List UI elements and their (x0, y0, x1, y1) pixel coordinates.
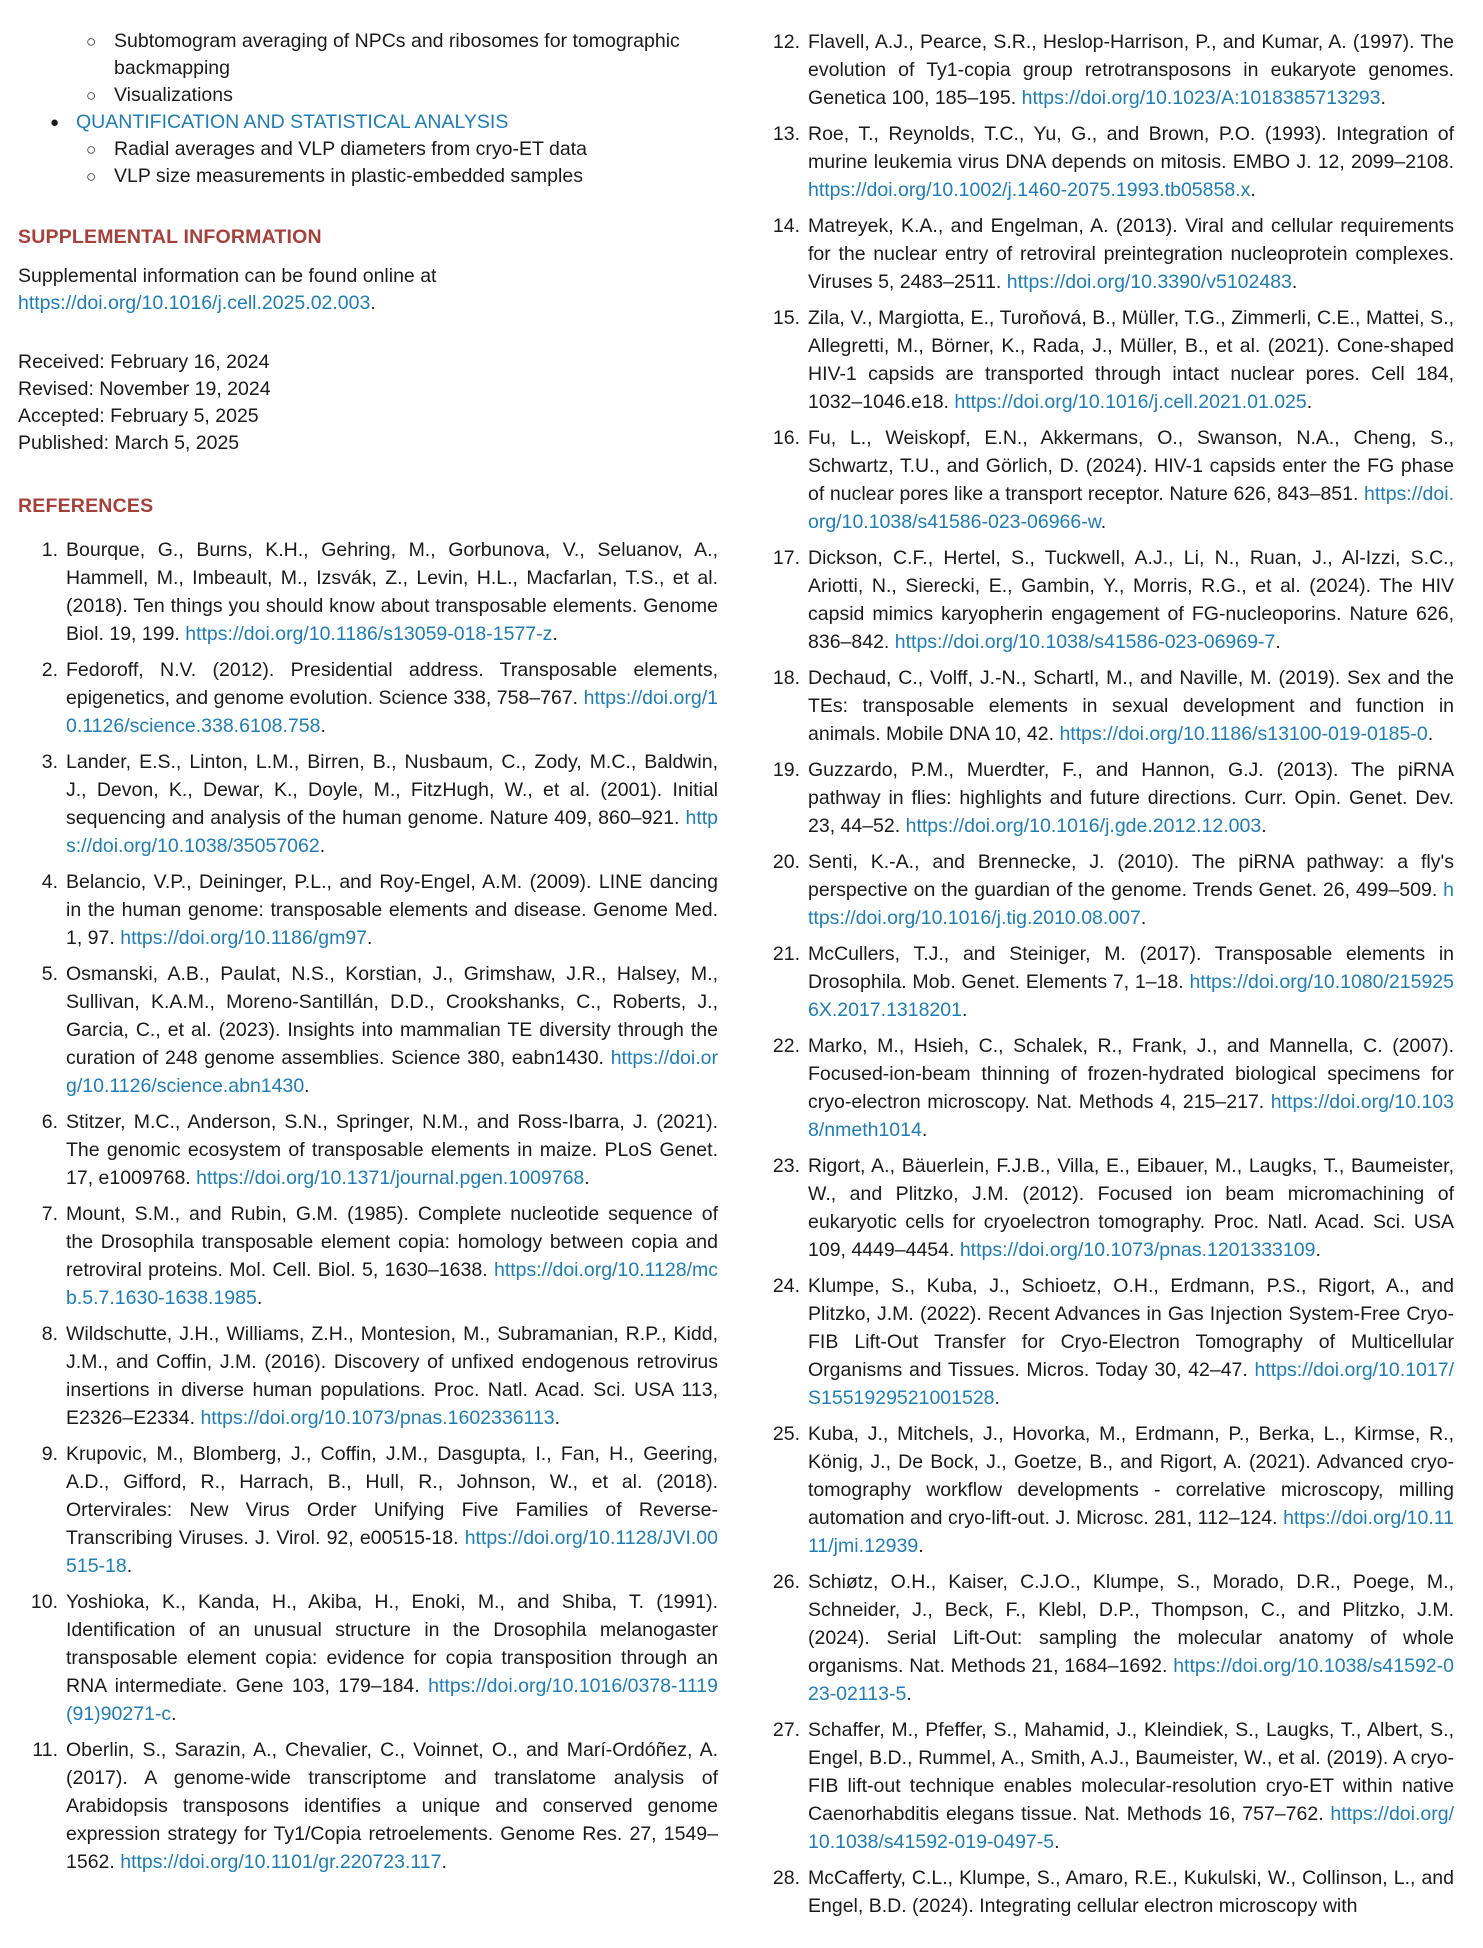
reference-number: 16. (772, 427, 800, 449)
outline-item-vlp-size[interactable]: ○ VLP size measurements in plastic-embedded samples (18, 163, 718, 190)
reference-number: 3. (41, 751, 58, 773)
reference-doi-link[interactable]: https://doi.org/10.1038/s41586-023-06966-w (808, 483, 1454, 533)
reference-number: 27. (772, 1719, 800, 1741)
reference-end: . (1054, 1831, 1060, 1853)
reference-text: Klumpe, S., Kuba, J., Schioetz, O.H., Erdmann, P.S., Rigort, A., and Plitzko, J.M. (2022). Recent Advances in Gas Injection System-Free Cryo-FIB Lift-Out Transfer for Cryo-Electron Tomography of Multicellular Organisms and Tissues. Micros. Today 30, 42–47. (808, 1275, 1454, 1381)
reference-number: 23. (772, 1155, 800, 1177)
reference-text: McCafferty, C.L., Klumpe, S., Amaro, R.E., Kukulski, W., Collinson, L., and Engel, B.D. (2024). Integrating cellular electron microscopy with (808, 1867, 1454, 1917)
reference-text: Yoshioka, K., Kanda, H., Akiba, H., Enoki, M., and Shiba, T. (1991). Identification of an unusual structure in the Drosophila melanogaster transposable element copia: evidence for copia transposition through an RNA intermediate. Gene 103, 179–184. (66, 1591, 718, 1697)
reference-number: 17. (772, 547, 800, 569)
supplemental-link[interactable]: https://doi.org/10.1016/j.cell.2025.02.003 (18, 292, 371, 314)
reference-end: . (367, 927, 373, 949)
reference-doi-link[interactable]: https://doi.org/10.1186/s13059-018-1577-z (185, 623, 553, 645)
reference-item (758, 664, 1454, 748)
reference-number: 19. (772, 759, 800, 781)
reference-end: . (584, 1167, 590, 1189)
reference-text: Stitzer, M.C., Anderson, S.N., Springer, N.M., and Ross-Ibarra, J. (2021). The genomic ecosystem of transposable elements in maize. PLoS Genet. 17, e1009768. (66, 1111, 718, 1189)
reference-end: . (554, 1407, 561, 1429)
reference-item (758, 212, 1454, 296)
reference-doi-link[interactable]: https://doi.org/10.1038/35057062 (66, 807, 718, 857)
reference-item (18, 1108, 718, 1192)
reference-item (758, 756, 1454, 840)
reference-end: . (1291, 271, 1298, 293)
supplemental-text: Supplemental information can be found online at https://doi.org/10.1016/j.cell.2025.02.003. (18, 265, 437, 314)
reference-end: . (921, 1119, 928, 1141)
reference-end: . (1306, 391, 1313, 413)
published-date: Published: March 5, 2025 (18, 432, 240, 454)
reference-number: 28. (772, 1867, 800, 1889)
reference-number: 5. (41, 963, 58, 985)
reference-text: Krupovic, M., Blomberg, J., Coffin, J.M., Dasgupta, I., Fan, H., Geering, A.D., Gifford, R., Harrach, B., Hull, R., Johnson, W., et al. (2018). Ortervirales: New Virus Order Unifying Five Families of Reverse-Transcribing Viruses. J. Virol. 92, e00515-18. (66, 1443, 718, 1549)
reference-item (758, 1716, 1454, 1856)
reference-number: 20. (772, 851, 800, 873)
reference-text: Bourque, G., Burns, K.H., Gehring, M., Gorbunova, V., Seluanov, A., Hammell, M., Imbeault, M., Izsvák, Z., Levin, H.L., Macfarlan, T.S., et al. (2018). Ten things you should know about transposable elements. Genome Biol. 19, 199. (66, 539, 718, 645)
reference-text: Belancio, V.P., Deininger, P.L., and Roy-Engel, A.M. (2009). LINE dancing in the human genome: transposable elements and disease. Genome Med. 1, 97. (66, 871, 718, 949)
references-list-right (758, 28, 1454, 1920)
reference-end: . (994, 1387, 1000, 1409)
reference-end: . (552, 623, 558, 645)
reference-text: Dechaud, C., Volff, J.-N., Schartl, M., and Naville, M. (2019). Sex and the TEs: transposable elements in sexual development and function in animals. Mobile DNA 10, 42. (808, 667, 1454, 745)
reference-end: . (1427, 723, 1434, 745)
reference-doi-link[interactable]: https://doi.org/10.1101/gr.220723.117 (120, 1851, 442, 1873)
reference-number: 1. (41, 539, 58, 561)
reference-end: . (1261, 815, 1267, 837)
reference-item (758, 940, 1454, 1024)
reference-text: Fu, L., Weiskopf, E.N., Akkermans, O., Swanson, N.A., Cheng, S., Schwartz, T.U., and Görlich, D. (2024). HIV-1 capsids enter the FG phase of nuclear pores like a transport receptor. Nature 626, 843–851. (808, 427, 1454, 505)
reference-doi-link[interactable]: https://doi.org/10.1016/j.gde.2012.12.003 (905, 815, 1262, 837)
reference-number: 7. (41, 1203, 58, 1225)
reference-end: . (1380, 87, 1386, 109)
reference-end: . (171, 1703, 177, 1725)
reference-item (758, 1032, 1454, 1144)
reference-item (758, 120, 1454, 204)
reference-number: 9. (41, 1443, 58, 1465)
reference-number: 12. (772, 31, 800, 53)
reference-number: 4. (41, 871, 58, 893)
reference-text: Fedoroff, N.V. (2012). Presidential address. Transposable elements, epigenetics, and genome evolution. Science 338, 758–767. (66, 659, 718, 709)
references-heading: REFERENCES (18, 495, 154, 517)
reference-text: Oberlin, S., Sarazin, A., Chevalier, C., Voinnet, O., and Marí-Ordóñez, A. (2017). A genome-wide transcriptome and translatome analysis of Arabidopsis transposons identifies a unique and conserved genome expression strategy for Ty1/Copia retroelements. Genome Res. 27, 1549–1562. (66, 1739, 718, 1873)
reference-item (758, 304, 1454, 416)
reference-number: 14. (772, 215, 800, 237)
reference-text: Wildschutte, J.H., Williams, Z.H., Montesion, M., Subramanian, R.P., Kidd, J.M., and Coffin, J.M. (2016). Discovery of unfixed endogenous retrovirus insertions in diverse human populations. Proc. Natl. Acad. Sci. USA 113, E2326–E2334. (66, 1323, 718, 1429)
reference-text: Lander, E.S., Linton, L.M., Birren, B., Nusbaum, C., Zody, M.C., Baldwin, J., Devon, K., Dewar, K., Doyle, M., FitzHugh, W., et al. (2001). Initial sequencing and analysis of the human genome. Nature 409, 860–921. (66, 751, 718, 829)
reference-end: . (304, 1075, 310, 1097)
reference-text: Senti, K.-A., and Brennecke, J. (2010). The piRNA pathway: a fly's perspective on the guardian of the genome. Trends Genet. 26, 499–509. (808, 851, 1454, 901)
reference-doi-link[interactable]: https://doi.org/10.1186/gm97 (120, 927, 368, 949)
reference-end: . (906, 1683, 912, 1705)
reference-doi-link[interactable]: https://doi.org/10.1038/s41592-019-0497-5 (808, 1803, 1454, 1853)
reference-number: 22. (772, 1035, 800, 1057)
reference-text: Schiøtz, O.H., Kaiser, C.J.O., Klumpe, S., Morado, D.R., Poege, M., Schneider, J., Beck, F., Klebl, D.P., Thompson, C., and Plitzko, J.M. (2024). Serial Lift-Out: sampling the molecular anatomy of whole organisms. Nat. Methods 21, 1684–1692. (808, 1571, 1454, 1677)
reference-doi-link[interactable]: https://doi.org/10.1016/0378-1119(91)90271-c (66, 1675, 718, 1725)
reference-end: . (126, 1555, 133, 1577)
reference-item (18, 1588, 718, 1728)
reference-item (18, 748, 718, 860)
reference-text: Zila, V., Margiotta, E., Turoňová, B., Müller, T.G., Zimmerli, C.E., Mattei, S., Allegretti, M., Börner, K., Rada, J., Müller, B., et al. (2021). Cone-shaped HIV-1 capsids are transported through intact nuclear pores. Cell 184, 1032–1046.e18. (808, 307, 1454, 413)
reference-item (758, 848, 1454, 932)
reference-doi-link[interactable]: https://doi.org/10.1128/JVI.00515-18 (66, 1527, 718, 1577)
supplemental-heading: SUPPLEMENTAL INFORMATION (18, 226, 322, 248)
accepted-date: Accepted: February 5, 2025 (18, 405, 259, 427)
reference-number: 6. (41, 1111, 58, 1133)
reference-item (758, 1568, 1454, 1708)
reference-item (758, 1152, 1454, 1264)
reference-text: Kuba, J., Mitchels, J., Hovorka, M., Erdmann, P., Berka, L., Kirmse, R., König, J., De Bock, J., Goetze, B., and Rigort, A. (2021). Advanced cryo-tomography workflow developments - correlative microscopy, milling automation and cryo-lift-out. J. Microsc. 281, 112–124. (808, 1423, 1454, 1529)
reference-item (758, 28, 1454, 112)
reference-doi-link[interactable]: https://doi.org/10.1023/A:1018385713293 (1021, 87, 1381, 109)
reference-end: . (319, 835, 326, 857)
outline-item-radial-averages[interactable]: ○ Radial averages and VLP diameters from cryo-ET data (18, 136, 718, 163)
reference-number: 18. (772, 667, 800, 689)
reference-number: 13. (772, 123, 800, 145)
reference-doi-link[interactable]: https://doi.org/10.3390/v5102483 (1006, 271, 1292, 293)
reference-item (18, 868, 718, 952)
reference-number: 10. (30, 1591, 58, 1613)
reference-item (758, 1420, 1454, 1560)
reference-text: Rigort, A., Bäuerlein, F.J.B., Villa, E., Eibauer, M., Laugks, T., Baumeister, W., and Plitzko, J.M. (2012). Focused ion beam micromachining of eukaryotic cells for cryoelectron tomography. Proc. Natl. Acad. Sci. USA 109, 4449–4454. (808, 1155, 1454, 1261)
received-date: Received: February 16, 2024 (18, 351, 270, 373)
reference-item (18, 1736, 718, 1876)
reference-end: . (1275, 631, 1281, 653)
reference-number: 2. (41, 659, 58, 681)
reference-item (18, 960, 718, 1100)
reference-end: . (1315, 1239, 1321, 1261)
reference-text: Roe, T., Reynolds, T.C., Yu, G., and Brown, P.O. (1993). Integration of murine leukemia virus DNA depends on mitosis. EMBO J. 12, 2099–2108. (808, 123, 1454, 173)
reference-doi-link[interactable]: https://doi.org/10.1128/mcb.5.7.1630-1638.1985 (66, 1259, 718, 1309)
reference-text: Flavell, A.J., Pearce, S.R., Heslop-Harrison, P., and Kumar, A. (1997). The evolution of Ty1-copia group retrotransposons in eukaryote genomes. Genetica 100, 185–195. (808, 31, 1454, 109)
reference-number: 11. (32, 1739, 58, 1761)
reference-text: Dickson, C.F., Hertel, S., Tuckwell, A.J., Li, N., Ruan, J., Al-Izzi, S.C., Ariotti, N., Sierecki, E., Gambin, Y., Morris, R.G., et al. (2024). The HIV capsid mimics karyopherin engagement of FG-nucleoporins. Nature 626, 836–842. (808, 547, 1454, 653)
reference-doi-link[interactable]: https://doi.org/10.1038/s41592-023-02113-5 (808, 1655, 1454, 1705)
reference-text: McCullers, T.J., and Steiniger, M. (2017). Transposable elements in Drosophila. Mob. Genet. Elements 7, 1–18. (808, 943, 1454, 993)
reference-end: . (1140, 907, 1147, 929)
left-column (18, 28, 718, 1884)
reference-doi-link[interactable]: https://doi.org/10.1017/S1551929521001528 (808, 1359, 1454, 1409)
reference-text: Matreyek, K.A., and Engelman, A. (2013). Viral and cellular requirements for the nuclear entry of retroviral preintegration nucleoprotein complexes. Viruses 5, 2483–2511. (808, 215, 1454, 293)
reference-doi-link[interactable]: https://doi.org/10.1073/pnas.1602336113 (200, 1407, 555, 1429)
reference-number: 15. (772, 307, 800, 329)
reference-doi-link[interactable]: https://doi.org/10.1016/j.cell.2021.01.025 (954, 391, 1307, 413)
outline-item-visualizations[interactable]: ○ Visualizations (18, 82, 718, 109)
reference-end: . (441, 1851, 447, 1873)
reference-text: Schaffer, M., Pfeffer, S., Mahamid, J., Kleindiek, S., Laugks, T., Albert, S., Engel, B.D., Rummel, A., Smith, A.J., Baumeister, W., et al. (2019). A cryo-FIB lift-out technique enables molecular-resolution cryo-ET within native Caenorhabditis elegans tissue. Nat. Methods 16, 757–762. (808, 1719, 1454, 1825)
reference-item (758, 1864, 1454, 1920)
reference-number: 8. (41, 1323, 58, 1345)
reference-end: . (256, 1287, 263, 1309)
reference-number: 25. (772, 1423, 800, 1445)
reference-item (18, 656, 718, 740)
reference-number: 21. (772, 943, 800, 965)
reference-number: 24. (772, 1275, 800, 1297)
reference-end: . (1250, 179, 1256, 201)
reference-doi-link[interactable]: https://doi.org/10.1002/j.1460-2075.1993.tb05858.x (808, 179, 1251, 201)
reference-doi-link[interactable]: https://doi.org/10.1038/s41586-023-06969-7 (894, 631, 1276, 653)
outline-item-quantification[interactable]: ● QUANTIFICATION AND STATISTICAL ANALYSIS (18, 109, 718, 136)
reference-doi-link[interactable]: https://doi.org/10.1073/pnas.1201333109 (959, 1239, 1316, 1261)
reference-item (18, 536, 718, 648)
references-list-left (18, 536, 718, 1876)
reference-item (18, 1200, 718, 1312)
reference-doi-link[interactable]: https://doi.org/10.1371/journal.pgen.1009768 (196, 1167, 585, 1189)
reference-text: Guzzardo, P.M., Muerdter, F., and Hannon, G.J. (2013). The piRNA pathway in flies: highlights and future directions. Curr. Opin. Genet. Dev. 23, 44–52. (808, 759, 1454, 837)
reference-end: . (320, 715, 326, 737)
reference-item (18, 1440, 718, 1580)
reference-text: Marko, M., Hsieh, C., Schalek, R., Frank, J., and Mannella, C. (2007). Focused-ion-beam thinning of frozen-hydrated biological specimens for cryo-electron microscopy. Nat. Methods 4, 215–217. (808, 1035, 1454, 1113)
right-column (758, 28, 1454, 1928)
reference-doi-link[interactable]: https://doi.org/10.1080/2159256X.2017.1318201 (808, 971, 1454, 1021)
reference-end: . (918, 1535, 924, 1557)
reference-item (758, 544, 1454, 656)
reference-end: . (961, 999, 968, 1021)
reference-number: 26. (772, 1571, 800, 1593)
article-dates (18, 349, 718, 457)
outline-item-subtomogram[interactable]: ○ Subtomogram averaging of NPCs and ribosomes for tomographic backmapping (18, 28, 718, 82)
reference-doi-link[interactable]: https://doi.org/10.1111/jmi.12939 (808, 1507, 1454, 1557)
reference-doi-link[interactable]: https://doi.org/10.1016/j.tig.2010.08.007 (808, 879, 1454, 929)
reference-doi-link[interactable]: https://doi.org/10.1126/science.abn1430 (66, 1047, 718, 1097)
reference-text: Mount, S.M., and Rubin, G.M. (1985). Complete nucleotide sequence of the Drosophila transposable element copia: homology between copia and retroviral proteins. Mol. Cell. Biol. 5, 1630–1638. (66, 1203, 718, 1281)
revised-date: Revised: November 19, 2024 (18, 378, 271, 400)
reference-item (758, 1272, 1454, 1412)
reference-text: Osmanski, A.B., Paulat, N.S., Korstian, J., Grimshaw, J.R., Halsey, M., Sullivan, K.A.M., Moreno-Santillán, D.D., Crookshanks, C., Roberts, J., Garcia, C., et al. (2023). Insights into mammalian TE diversity through the curation of 248 genome assemblies. Science 380, eabn1430. (66, 963, 718, 1069)
reference-item (18, 1320, 718, 1432)
reference-item (758, 424, 1454, 536)
reference-end: . (1100, 511, 1107, 533)
reference-doi-link[interactable]: https://doi.org/10.1186/s13100-019-0185-0 (1059, 723, 1428, 745)
reference-doi-link[interactable]: https://doi.org/10.1038/nmeth1014 (808, 1091, 1454, 1141)
methods-outline (18, 28, 718, 190)
reference-doi-link[interactable]: https://doi.org/10.1126/science.338.6108.758 (66, 687, 718, 737)
